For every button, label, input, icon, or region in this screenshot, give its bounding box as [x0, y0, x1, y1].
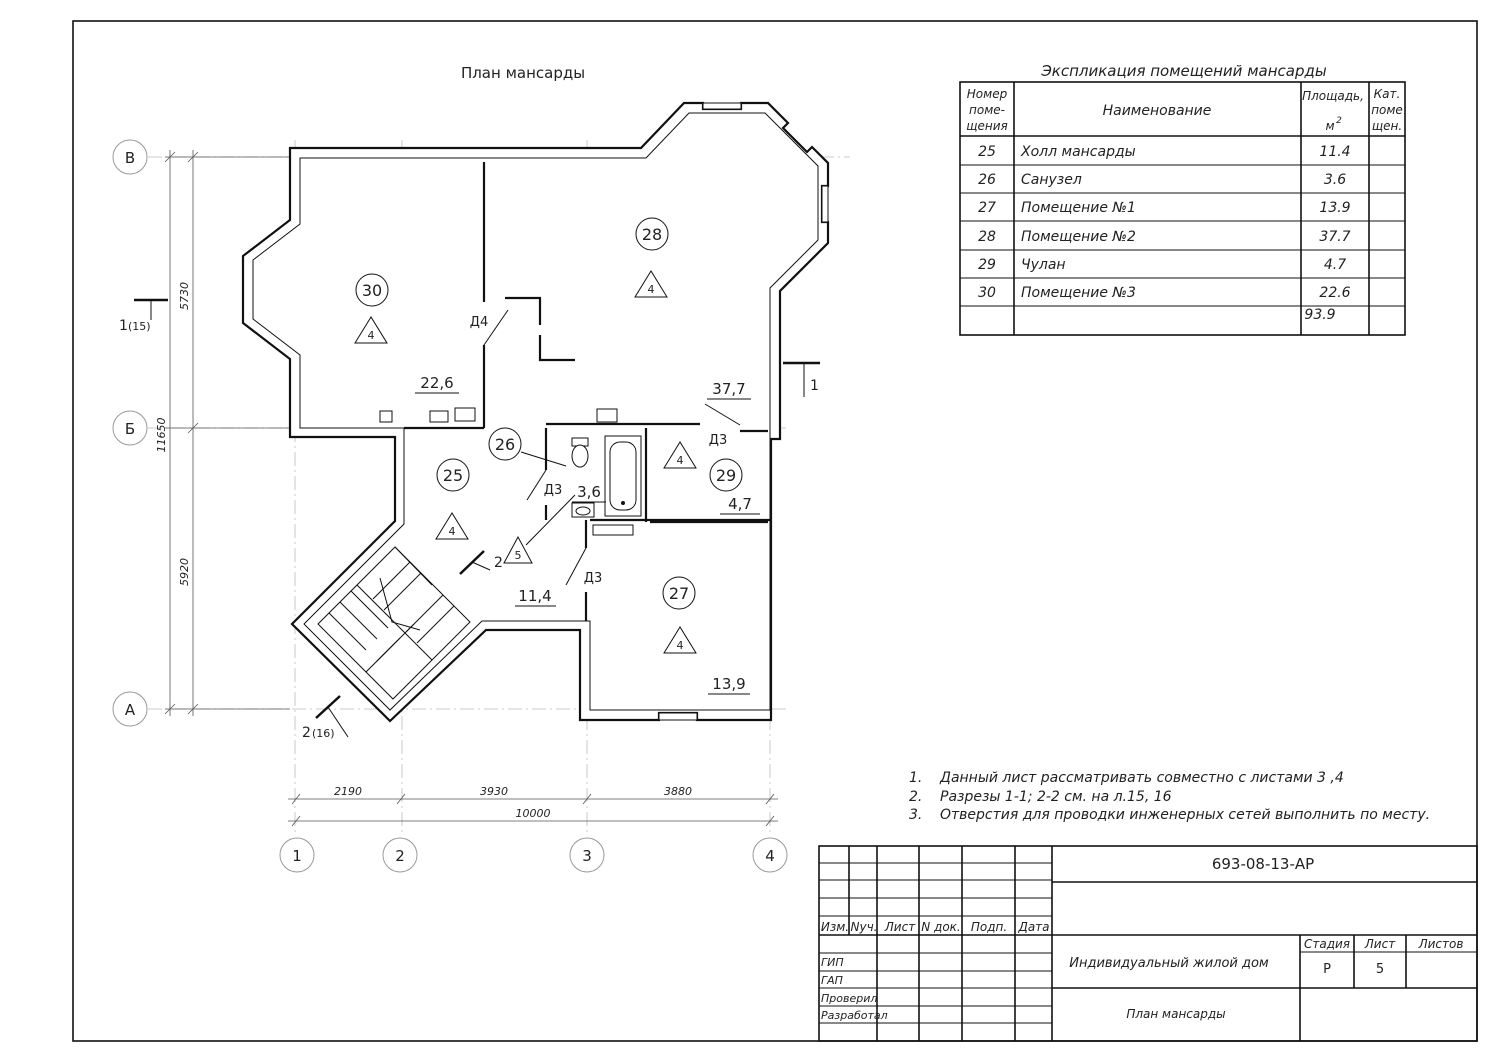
svg-text:ГИП: ГИП: [821, 956, 844, 969]
room-category: 4: [367, 329, 375, 342]
room-area: 37,7: [712, 380, 746, 398]
row-area: 37.7: [1319, 229, 1351, 245]
header-area: Площадь,: [1302, 89, 1364, 103]
header-num-line3: щения: [966, 119, 1008, 133]
explication-title: Экспликация помещений мансарды: [1041, 62, 1327, 80]
stage-label: Стадия: [1303, 937, 1351, 951]
header-num-line2: поме-: [969, 103, 1005, 117]
row-name: Помещение №2: [1021, 229, 1136, 245]
axis-bubble-a: [113, 692, 147, 726]
header-cat-line2: поме: [1371, 103, 1403, 117]
room-category: 5: [514, 549, 522, 562]
row-num: 25: [978, 144, 996, 160]
room-area: 11,4: [518, 587, 552, 605]
svg-text:1.: 1.: [909, 770, 923, 786]
header-area-sup: 2: [1336, 116, 1342, 126]
row-num: 30: [978, 285, 996, 301]
table-row: [978, 257, 1346, 273]
row-num: 27: [978, 200, 996, 216]
bathtub: [605, 436, 641, 516]
svg-text:N док.: N док.: [921, 920, 961, 934]
sheet-title: План мансарды: [1126, 1007, 1226, 1021]
svg-text:1: 1: [119, 318, 128, 334]
svg-text:В: В: [124, 149, 136, 167]
axis-bubble-3: [570, 838, 604, 872]
svg-text:1: 1: [292, 847, 302, 865]
door-label-d3: Д3: [708, 433, 728, 448]
svg-text:3.: 3.: [909, 807, 923, 823]
table-row: [978, 285, 1351, 301]
row-num: 29: [978, 257, 996, 273]
dim-5920: 5920: [178, 558, 191, 586]
sheets-label: Листов: [1418, 937, 1464, 951]
outer-wall: [243, 103, 828, 721]
svg-text:ГАП: ГАП: [821, 974, 843, 987]
title-block: [819, 846, 1477, 1041]
row-area: 13.9: [1319, 200, 1351, 216]
row-name: Холл мансарды: [1021, 144, 1136, 160]
svg-text:Лист: Лист: [884, 920, 916, 934]
door-label-d4: Д4: [469, 315, 489, 330]
toilet: [572, 438, 588, 467]
svg-text:Nуч.: Nуч.: [850, 920, 878, 934]
room-category: 4: [647, 283, 655, 296]
room-number: 25: [442, 466, 464, 485]
section-marker-1-left: [119, 300, 168, 334]
row-num: 26: [978, 172, 996, 188]
dim-10000: 10000: [515, 807, 551, 820]
table-row: [978, 172, 1346, 188]
table-row: [978, 144, 1351, 160]
svg-text:2: 2: [494, 555, 503, 571]
svg-text:Подп.: Подп.: [970, 920, 1008, 934]
dim-5730: 5730: [178, 282, 191, 310]
row-area: 11.4: [1319, 144, 1351, 160]
row-name: Чулан: [1021, 257, 1066, 273]
door-label-d3: Д3: [543, 483, 563, 498]
svg-text:Изм.: Изм.: [820, 920, 850, 934]
plan-title: План мансарды: [460, 64, 586, 82]
svg-text:Проверил: Проверил: [821, 992, 878, 1005]
section-marker-1-right: [783, 363, 820, 397]
axis-bubble-1: [280, 838, 314, 872]
note-item: [909, 770, 1344, 786]
room-area: 4,7: [728, 495, 752, 513]
header-name: Наименование: [1102, 103, 1212, 119]
room-number: 30: [361, 281, 383, 300]
explication-header: [966, 87, 1403, 133]
svg-text:4: 4: [765, 847, 775, 865]
axis-bubble-b: [113, 411, 147, 445]
room-category: 4: [676, 639, 684, 652]
svg-text:Дата: Дата: [1018, 920, 1050, 934]
room-category: 4: [448, 525, 456, 538]
floor-plan: [113, 64, 850, 872]
svg-text:Данный лист рассматривать совм: Данный лист рассматривать совместно с листами 3 ,4: [940, 770, 1344, 786]
svg-text:(15): (15): [128, 320, 151, 333]
row-area: 4.7: [1323, 257, 1347, 273]
walls: [243, 103, 828, 721]
stage-value: Р: [1323, 962, 1331, 977]
axis-bubble-2: [383, 838, 417, 872]
room-area: 22,6: [420, 374, 454, 392]
header-num-line1: Номер: [966, 87, 1008, 101]
svg-text:2.: 2.: [909, 789, 923, 805]
row-name: Помещение №3: [1021, 285, 1136, 301]
section-marker-2-bottom: [302, 696, 348, 741]
svg-text:Б: Б: [124, 420, 136, 438]
axis-bubble-v: [113, 140, 147, 174]
table-row: [978, 229, 1351, 245]
svg-text:Разрезы 1-1; 2-2 см. на л.15,: Разрезы 1-1; 2-2 см. на л.15, 16: [940, 789, 1172, 805]
sheet-label: Лист: [1364, 937, 1396, 951]
svg-text:1: 1: [810, 378, 819, 394]
dim-11650: 11650: [155, 417, 168, 453]
header-cat-line1: Кат.: [1373, 87, 1401, 101]
room-number: 28: [641, 225, 663, 244]
horizontal-dimensions: [288, 785, 778, 826]
sink: [572, 503, 594, 517]
total-area: 93.9: [1304, 307, 1336, 323]
header-cat-line3: щен.: [1371, 119, 1403, 133]
room-number: 29: [715, 466, 737, 485]
svg-text:2: 2: [395, 847, 405, 865]
room-area: 3,6: [577, 483, 601, 501]
explication-table: [960, 62, 1405, 335]
project-name: Индивидуальный жилой дом: [1069, 956, 1269, 971]
door-label-d3: Д3: [583, 571, 603, 586]
svg-text:А: А: [124, 701, 136, 719]
sheet-value: 5: [1375, 962, 1385, 977]
header-area-unit: м: [1325, 119, 1335, 133]
axis-bubble-4: [753, 838, 787, 872]
room-number: 26: [494, 435, 516, 454]
row-area: 3.6: [1323, 172, 1347, 188]
svg-text:2: 2: [302, 725, 311, 741]
row-name: Санузел: [1021, 172, 1082, 188]
svg-text:Разработал: Разработал: [821, 1009, 888, 1022]
row-num: 28: [978, 229, 996, 245]
room-area: 13,9: [712, 675, 746, 693]
notes: [909, 770, 1430, 823]
svg-text:3: 3: [582, 847, 592, 865]
note-item: [909, 807, 1430, 823]
row-name: Помещение №1: [1021, 200, 1136, 216]
dim-3930: 3930: [480, 785, 508, 798]
dim-3880: 3880: [664, 785, 692, 798]
svg-text:(16): (16): [312, 727, 335, 740]
room-category: 4: [676, 454, 684, 467]
row-area: 22.6: [1319, 285, 1351, 301]
dim-2190: 2190: [334, 785, 362, 798]
table-row: [978, 200, 1351, 216]
room-number: 27: [668, 584, 690, 603]
document-code: 693-08-13-АР: [1211, 855, 1315, 873]
note-item: [909, 789, 1172, 805]
svg-text:Отверстия для проводки инженер: Отверстия для проводки инженерных сетей выполнить по месту.: [940, 807, 1431, 823]
